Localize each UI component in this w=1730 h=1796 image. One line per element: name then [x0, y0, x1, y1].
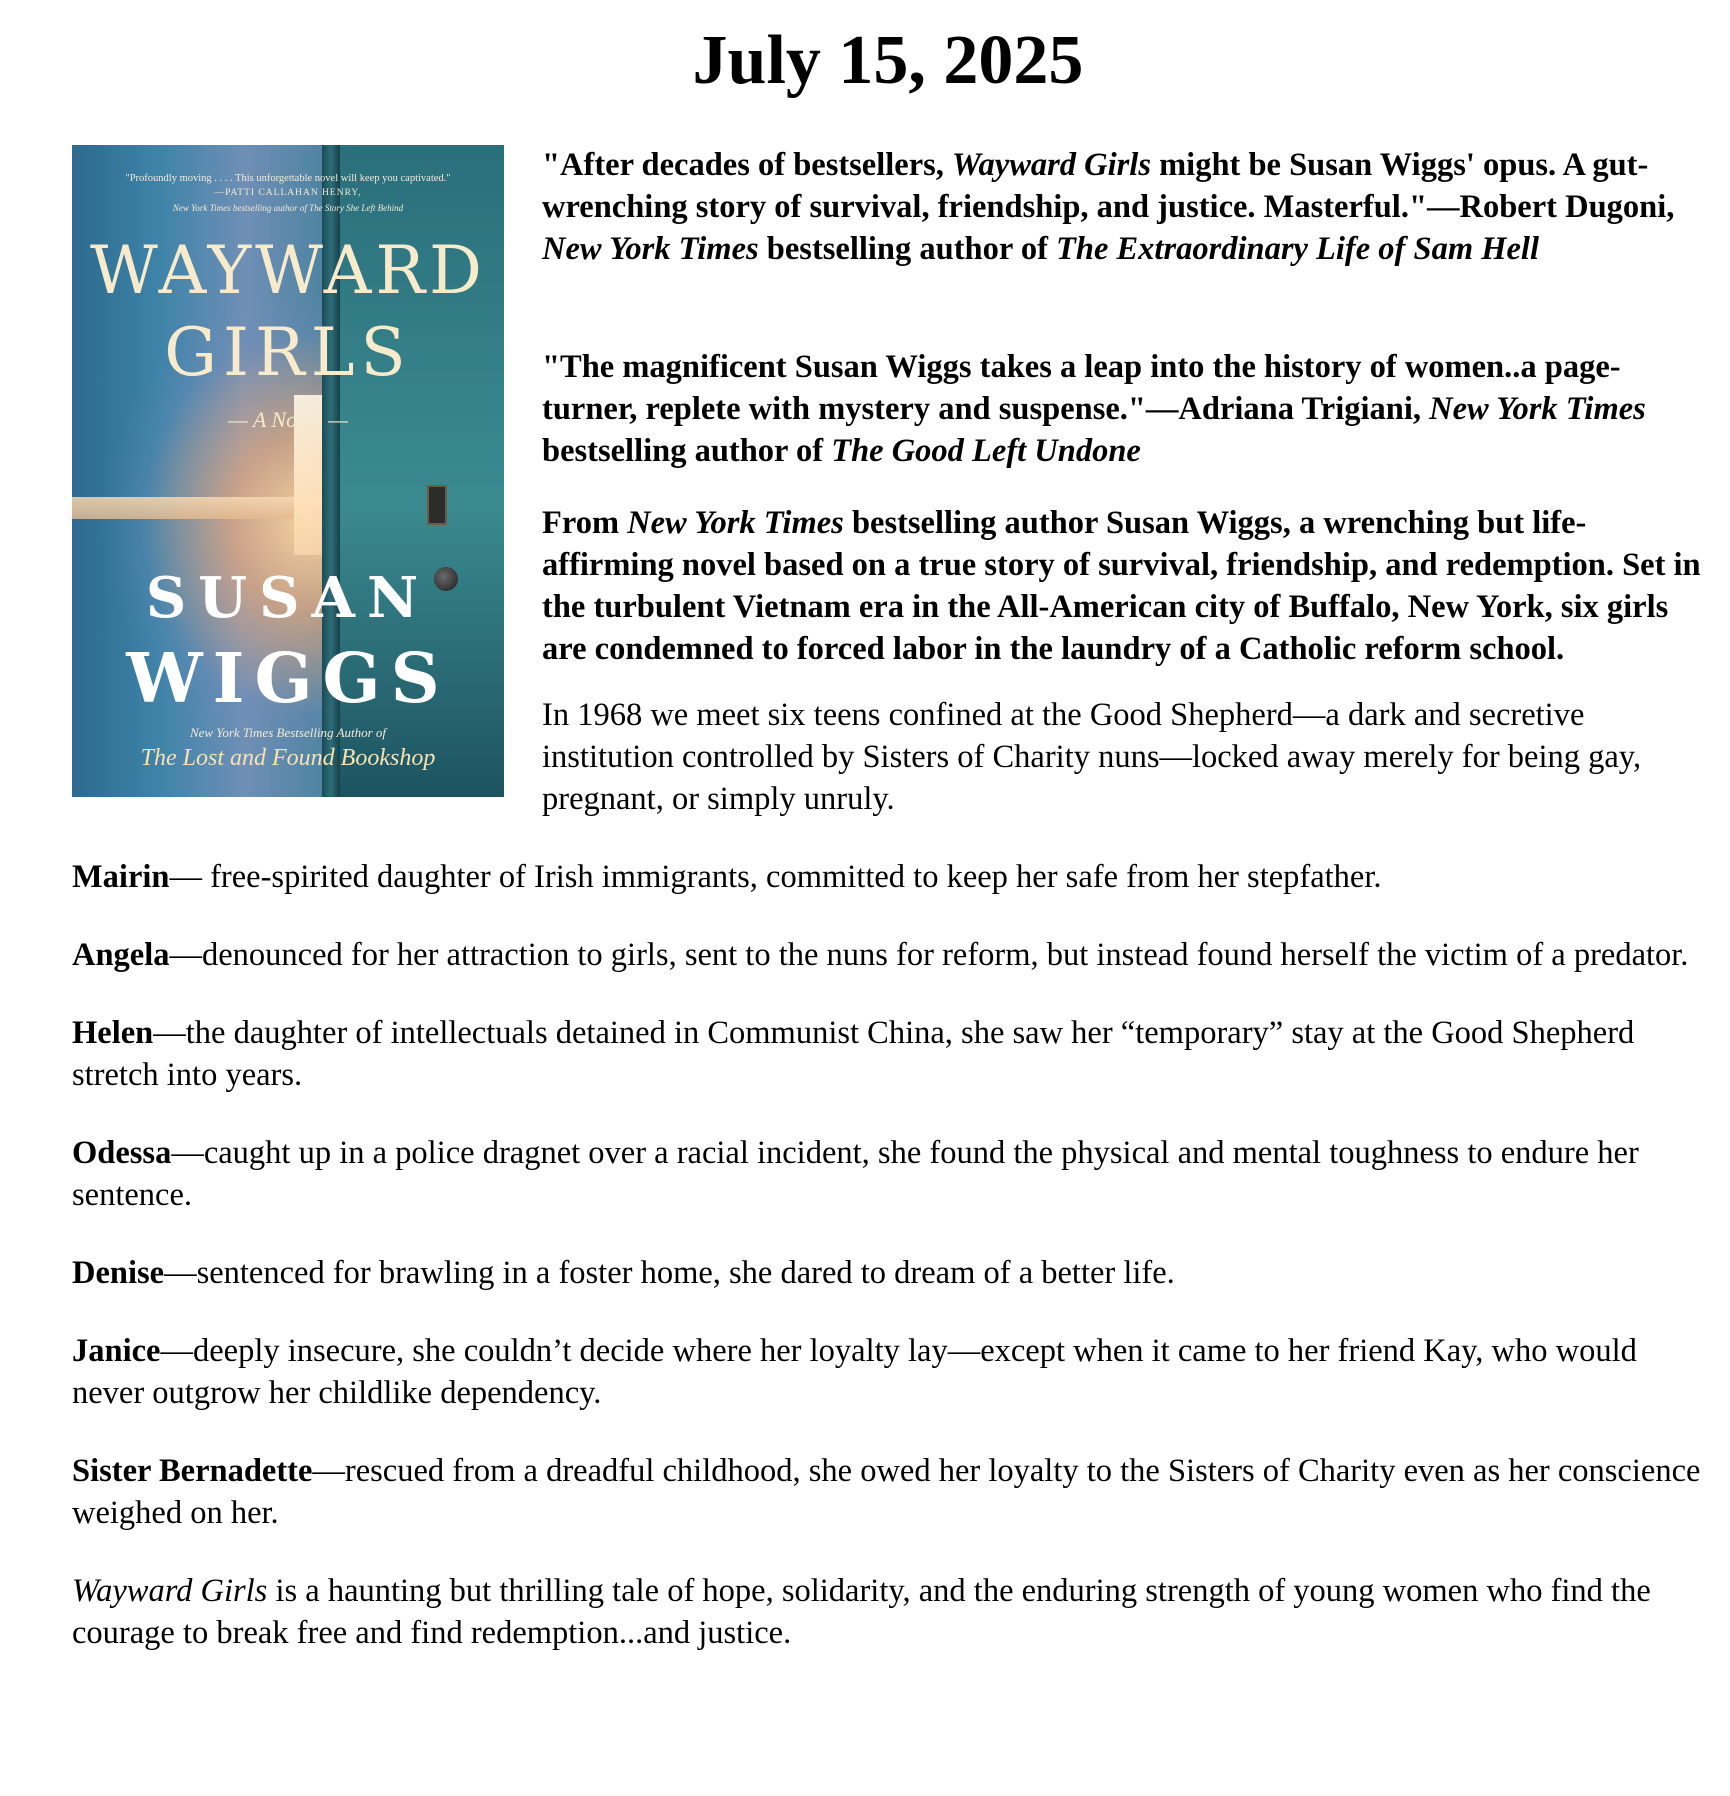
quote-italic: New York Times — [1429, 391, 1646, 427]
closing-text: is a haunting but thrilling tale of hope, solidarity, and the enduring strength of young women who find the courage to break free and find redemption...and justice. — [72, 1573, 1651, 1651]
quote-italic: The Extraordinary Life of Sam Hell — [1056, 231, 1539, 267]
character-name: Denise — [72, 1255, 165, 1291]
character-name: Mairin — [72, 859, 170, 895]
cover-blurb-credit: New York Times bestselling author of The Story She Left Behind — [172, 203, 404, 213]
cover-previous-book: The Lost and Found Bookshop — [140, 745, 436, 771]
character-janice — [72, 1330, 1704, 1414]
character-name: Angela — [72, 937, 170, 973]
quote-text: From — [542, 505, 628, 541]
character-mairin — [72, 856, 1704, 898]
character-desc: —rescued from a dreadful childhood, she owed her loyalty to the Sisters of Charity even as her conscience weighed on her. — [72, 1453, 1701, 1531]
cover-door-lock — [427, 485, 447, 525]
closing-book-title: Wayward Girls — [72, 1573, 268, 1609]
closing-paragraph — [72, 1570, 1704, 1654]
quote-italic: New York Times — [627, 505, 844, 541]
character-name: Odessa — [72, 1135, 172, 1171]
cover-title-line2: GIRLS — [164, 314, 412, 391]
cover-wainscot-rail — [72, 497, 322, 519]
quote-text: "After decades of bestsellers, — [542, 147, 953, 183]
quote-italic: Wayward Girls — [952, 147, 1151, 183]
character-name: Janice — [72, 1333, 161, 1369]
quote-text: might be Susan Wiggs' opus. A gut-wrenching story of survival, friendship, and justice. Masterful."—Robert Dugoni, — [542, 147, 1675, 225]
character-desc: —denounced for her attraction to girls, sent to the nuns for reform, but instead found herself the victim of a predator. — [169, 937, 1689, 973]
character-name: Sister Bernadette — [72, 1453, 313, 1489]
book-cover-image — [72, 145, 504, 797]
character-name: Helen — [72, 1015, 154, 1051]
quote-italic: New York Times — [542, 231, 759, 267]
character-desc: — free-spirited daughter of Irish immigrants, committed to keep her safe from her stepfather. — [169, 859, 1382, 895]
character-odessa — [72, 1132, 1704, 1216]
character-denise — [72, 1252, 1704, 1294]
character-desc: —deeply insecure, she couldn’t decide where her loyalty lay—except when it came to her friend Kay, who would never outgrow her childlike dependency. — [72, 1333, 1637, 1411]
cover-author-first: SUSAN — [145, 565, 431, 631]
quote-text: "The magnificent Susan Wiggs takes a leap into the history of women..a page-turner, replete with mystery and suspense."—Adriana Trigiani, — [542, 349, 1621, 427]
character-desc: —the daughter of intellectuals detained in Communist China, she saw her “temporary” stay at the Good Shepherd stretch into years. — [72, 1015, 1635, 1093]
character-sister-bernadette — [72, 1450, 1704, 1534]
quote-text: bestselling author of — [542, 433, 832, 469]
intro-paragraph: In 1968 we meet six teens confined at the Good Shepherd—a dark and secretive institution controlled by Sisters of Charity nuns—locked away merely for being gay, pregnant, or simply unruly. — [542, 697, 1642, 817]
article — [72, 0, 1704, 1654]
character-angela — [72, 934, 1704, 976]
quote-text: bestselling author of — [758, 231, 1057, 267]
page-date-heading: July 15, 2025 — [692, 22, 1084, 99]
cover-author-last: WIGGS — [126, 639, 450, 719]
cover-blurb — [72, 171, 504, 216]
quote-text: bestselling author Susan Wiggs, a wrenching but life-affirming novel based on a true story of survival, friendship, and redemption. Set in the turbulent Vietnam era in the All-American city of Buffalo, New York, six girls are condemned to forced labor in the laundry of a Catholic reform school. — [542, 505, 1701, 667]
cover-blurb-quote: "Profoundly moving . . . . This unforgettable novel will keep you captivated." — [125, 173, 451, 184]
character-desc: —caught up in a police dragnet over a racial incident, she found the physical and mental toughness to endure her sentence. — [72, 1135, 1639, 1213]
cover-subtitle: — A Novel — — [228, 407, 348, 432]
character-helen — [72, 1012, 1704, 1096]
cover-tagline: New York Times Bestselling Author of — [189, 725, 387, 740]
cover-title-line1: WAYWARD — [90, 232, 486, 309]
cover-blurb-attribution: —PATTI CALLAHAN HENRY, — [214, 188, 362, 198]
character-desc: —sentenced for brawling in a foster home, she dared to dream of a better life. — [164, 1255, 1175, 1291]
quote-italic: The Good Left Undone — [831, 433, 1141, 469]
